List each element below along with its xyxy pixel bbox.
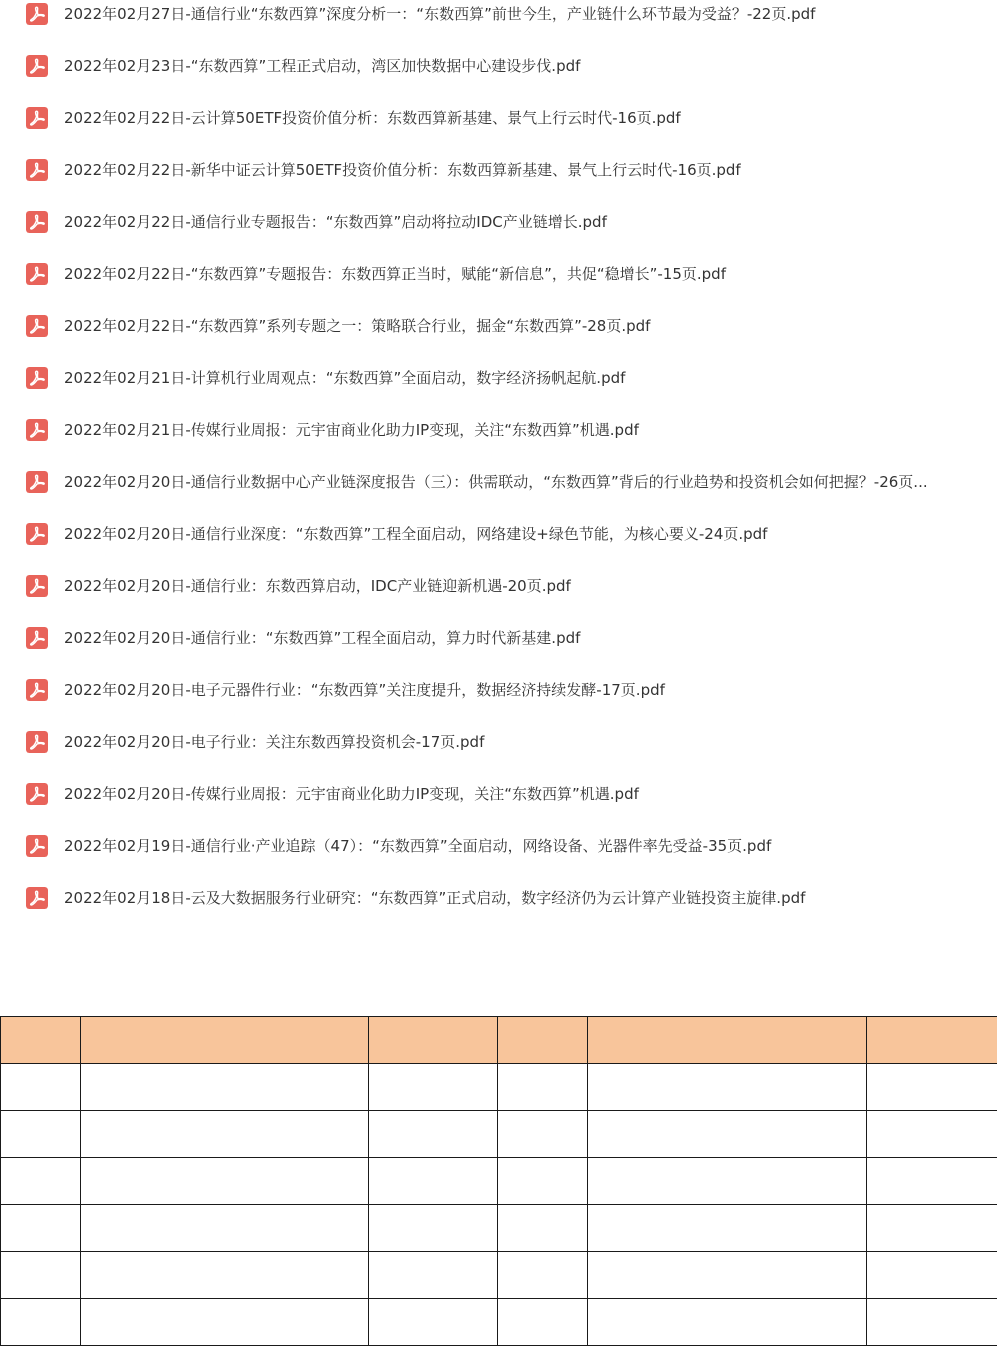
- table-header-cell: [588, 1017, 867, 1064]
- pdf-icon: [26, 263, 48, 285]
- pdf-icon: [26, 575, 48, 597]
- file-name: 2022年02月22日-通信行业专题报告：“东数西算”启动将拉动IDC产业链增长.pdf: [64, 213, 607, 231]
- table-cell: [498, 1111, 588, 1158]
- table-header-cell: [1, 1017, 81, 1064]
- table-cell: [81, 1205, 369, 1252]
- pdf-icon: [26, 55, 48, 77]
- table-cell: [369, 1158, 498, 1205]
- table-cell: [81, 1111, 369, 1158]
- file-list-item[interactable]: [0, 831, 997, 861]
- table-cell: [588, 1158, 867, 1205]
- table-cell: [498, 1064, 588, 1111]
- table-cell: [867, 1205, 997, 1252]
- table-header-cell: [867, 1017, 997, 1064]
- pdf-icon: [26, 627, 48, 649]
- table-cell: [498, 1252, 588, 1299]
- file-name: 2022年02月23日-“东数西算”工程正式启动，湾区加快数据中心建设步伐.pdf: [64, 57, 581, 75]
- table-cell: [588, 1111, 867, 1158]
- pdf-icon: [26, 419, 48, 441]
- table-cell: [369, 1111, 498, 1158]
- file-name: 2022年02月20日-通信行业数据中心产业链深度报告（三）：供需联动，“东数西算”背后的行业趋势和投资机会如何把握？-26页...: [64, 473, 928, 491]
- table-cell: [498, 1205, 588, 1252]
- table-cell: [1, 1205, 81, 1252]
- table-row: [1, 1111, 997, 1158]
- table-cell: [867, 1064, 997, 1111]
- pdf-icon: [26, 211, 48, 233]
- table-header-row: [1, 1017, 997, 1064]
- file-name: 2022年02月20日-通信行业：东数西算启动，IDC产业链迎新机遇-20页.pdf: [64, 577, 571, 595]
- file-name: 2022年02月27日-通信行业“东数西算”深度分析一：“东数西算”前世今生，产业链什么环节最为受益？-22页.pdf: [64, 5, 816, 23]
- table-cell: [81, 1252, 369, 1299]
- table-cell: [1, 1111, 81, 1158]
- pdf-icon: [26, 679, 48, 701]
- table-header-cell: [498, 1017, 588, 1064]
- file-list-item[interactable]: [0, 103, 997, 133]
- table-cell: [1, 1252, 81, 1299]
- file-list-item[interactable]: [0, 779, 997, 809]
- pdf-icon: [26, 731, 48, 753]
- file-name: 2022年02月21日-传媒行业周报：元宇宙商业化助力IP变现，关注“东数西算”机遇.pdf: [64, 421, 639, 439]
- table-row: [1, 1252, 997, 1299]
- file-list-item[interactable]: [0, 259, 997, 289]
- table-cell: [498, 1158, 588, 1205]
- pdf-icon: [26, 367, 48, 389]
- file-name: 2022年02月21日-计算机行业周观点：“东数西算”全面启动，数字经济扬帆起航.pdf: [64, 369, 626, 387]
- file-list-item[interactable]: [0, 727, 997, 757]
- file-list-item[interactable]: [0, 311, 997, 341]
- table-cell: [369, 1299, 498, 1346]
- file-list-item[interactable]: [0, 467, 997, 497]
- pdf-icon: [26, 315, 48, 337]
- table-cell: [498, 1299, 588, 1346]
- pdf-icon: [26, 887, 48, 909]
- file-list-item[interactable]: [0, 415, 997, 445]
- file-list-item[interactable]: [0, 51, 997, 81]
- table-cell: [369, 1064, 498, 1111]
- table-cell: [867, 1158, 997, 1205]
- pdf-icon: [26, 107, 48, 129]
- file-name: 2022年02月19日-通信行业·产业追踪（47）：“东数西算”全面启动，网络设备、光器件率先受益-35页.pdf: [64, 837, 772, 855]
- table-cell: [1, 1158, 81, 1205]
- table-cell: [867, 1252, 997, 1299]
- table-row: [1, 1064, 997, 1111]
- file-name: 2022年02月22日-“东数西算”专题报告：东数西算正当时，赋能“新信息”，共促“稳增长”-15页.pdf: [64, 265, 726, 283]
- file-name: 2022年02月20日-电子行业：关注东数西算投资机会-17页.pdf: [64, 733, 485, 751]
- file-list-item[interactable]: [0, 207, 997, 237]
- table-cell: [81, 1299, 369, 1346]
- file-name: 2022年02月18日-云及大数据服务行业研究：“东数西算”正式启动，数字经济仍为云计算产业链投资主旋律.pdf: [64, 889, 806, 907]
- table-cell: [867, 1299, 997, 1346]
- table-cell: [369, 1205, 498, 1252]
- table-cell: [1, 1064, 81, 1111]
- table-row: [1, 1299, 997, 1346]
- table-cell: [588, 1252, 867, 1299]
- file-list-item[interactable]: [0, 883, 997, 913]
- pdf-icon: [26, 3, 48, 25]
- file-list-item[interactable]: [0, 0, 997, 29]
- file-list-item[interactable]: [0, 571, 997, 601]
- file-name: 2022年02月22日-新华中证云计算50ETF投资价值分析：东数西算新基建、景气上行云时代-16页.pdf: [64, 161, 741, 179]
- table-cell: [81, 1158, 369, 1205]
- pdf-icon: [26, 523, 48, 545]
- table-cell: [588, 1064, 867, 1111]
- table-header-cell: [369, 1017, 498, 1064]
- file-name: 2022年02月20日-通信行业深度：“东数西算”工程全面启动，网络建设+绿色节能，为核心要义-24页.pdf: [64, 525, 768, 543]
- file-name: 2022年02月20日-传媒行业周报：元宇宙商业化助力IP变现，关注“东数西算”机遇.pdf: [64, 785, 639, 803]
- file-name: 2022年02月22日-“东数西算”系列专题之一：策略联合行业，掘金“东数西算”-28页.pdf: [64, 317, 651, 335]
- pdf-icon: [26, 835, 48, 857]
- table-row: [1, 1158, 997, 1205]
- table-cell: [369, 1252, 498, 1299]
- file-name: 2022年02月20日-电子元器件行业：“东数西算”关注度提升，数据经济持续发酵-17页.pdf: [64, 681, 665, 699]
- file-list-item[interactable]: [0, 363, 997, 393]
- table-cell: [588, 1205, 867, 1252]
- table-cell: [588, 1299, 867, 1346]
- file-name: 2022年02月22日-云计算50ETF投资价值分析：东数西算新基建、景气上行云时代-16页.pdf: [64, 109, 681, 127]
- pdf-icon: [26, 471, 48, 493]
- file-name: 2022年02月20日-通信行业：“东数西算”工程全面启动，算力时代新基建.pdf: [64, 629, 581, 647]
- file-list-item[interactable]: [0, 623, 997, 653]
- pdf-icon: [26, 783, 48, 805]
- file-list-item[interactable]: [0, 155, 997, 185]
- empty-table: [0, 1016, 997, 1346]
- file-list-item[interactable]: [0, 519, 997, 549]
- table-cell: [1, 1299, 81, 1346]
- table-header-cell: [81, 1017, 369, 1064]
- table-cell: [867, 1111, 997, 1158]
- file-list-item[interactable]: [0, 675, 997, 705]
- table-cell: [81, 1064, 369, 1111]
- table-row: [1, 1205, 997, 1252]
- pdf-icon: [26, 159, 48, 181]
